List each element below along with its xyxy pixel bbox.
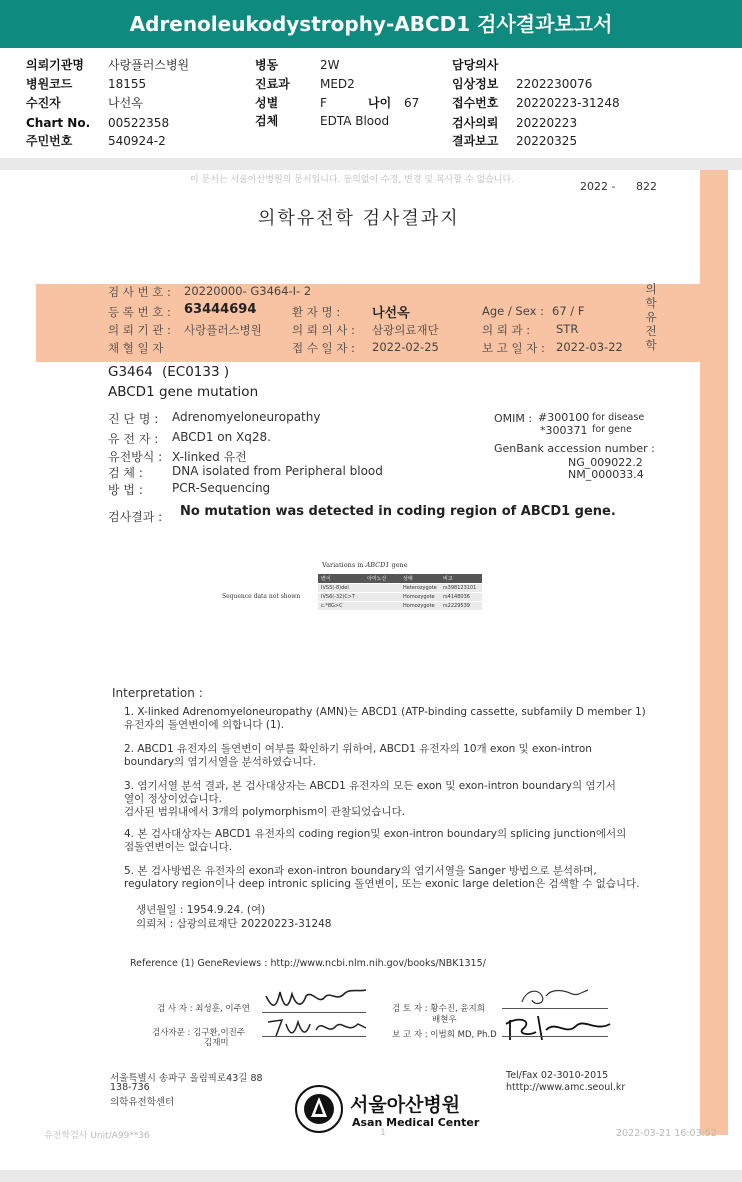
test-name: ABCD1 gene mutation	[108, 384, 259, 400]
table-cell	[364, 593, 400, 602]
examiner-signature	[262, 982, 372, 1016]
age-sex-label: Age / Sex :	[482, 304, 544, 318]
field-label: 진료과	[255, 77, 290, 91]
examiner: 검 사 자 : 최성훈, 이주연	[157, 1004, 250, 1014]
table-cell: IVS5(-8)del	[318, 584, 364, 593]
exam-no-label: 검 사 번 호 :	[108, 285, 171, 299]
field-value: 나선옥	[108, 96, 143, 110]
table-row	[318, 593, 482, 602]
age-sex: 67 / F	[552, 304, 585, 318]
field-value: MED2	[320, 77, 355, 91]
test-code-ec: (EC0133 )	[162, 364, 230, 380]
footer-timestamp: 2022-03-21 16:03:52	[616, 1128, 717, 1139]
reg-no: 63444694	[184, 302, 257, 317]
interpretation-item-1	[124, 706, 646, 732]
address-line-2: 138-736	[110, 1082, 150, 1093]
interp-line: 4. 본 검사대상자는 ABCD1 유전자의 coding region및 exon-intron boundary의 splicing junction에서의	[124, 828, 627, 840]
interpretation-item-3	[124, 780, 616, 819]
interpretation-item-5	[124, 865, 640, 891]
detail-value: X-linked 유전	[172, 450, 247, 464]
interp-line: 3. 염기서열 분석 결과, 본 검사대상자는 ABCD1 유전자의 모든 exon 및 exon-intron boundary의 염기서	[124, 780, 616, 792]
result-text: No mutation was detected in coding region of ABCD1 gene.	[180, 504, 616, 519]
report-date: 2022-03-22	[556, 340, 623, 354]
birth-date: 생년월일 : 1954.9.24. (여)	[136, 904, 266, 916]
field-value: 20220223-31248	[516, 96, 620, 110]
detail-value: PCR-Sequencing	[172, 481, 271, 495]
table-header-row	[318, 574, 482, 584]
copy-notice: 이 문서는 서울아산병원의 문서입니다. 동의없이 수정, 변경 및 복사할 수 없습니다.	[190, 175, 515, 185]
field-label: 담당의사	[452, 58, 499, 72]
document-title: 의학유전학 검사결과지	[258, 208, 460, 229]
variations-title-text: Variations in	[322, 561, 366, 569]
omim-disease: #300100	[538, 411, 590, 424]
column-header: 상태	[400, 574, 440, 584]
field-value: 20220325	[516, 134, 578, 148]
interp-line: 5. 본 검사방법은 유전자의 exon과 exon-intron boundary의 염기서열을 Sanger 방법으로 분석하며,	[124, 865, 597, 877]
field-value: 00522358	[108, 116, 170, 130]
advisor-2: 김재미	[204, 1038, 229, 1048]
field-value: 2W	[320, 58, 340, 72]
page-divider	[0, 158, 742, 170]
peach-side-stripe	[700, 170, 728, 1135]
table-cell: Homozygote	[400, 593, 440, 602]
referrer: 의뢰처 : 삼광의료재단 20220223-31248	[136, 918, 332, 930]
omim-label: OMIM :	[494, 412, 533, 425]
field-value: 18155	[108, 77, 147, 91]
interp-line: regulatory region이나 deep intronic splicing 돌연변이, 또는 exonic large deletion은 검색할 수 없습니다.	[124, 878, 640, 890]
detail-label: 진 단 명 :	[108, 412, 159, 426]
interp-line: 열이 정상이었습니다.	[124, 793, 222, 805]
req-doctor: 삼광의료재단	[372, 323, 439, 337]
column-header: 아미노산	[364, 574, 400, 584]
reviewer-2: 배현우	[432, 1015, 457, 1025]
field-value: EDTA Blood	[320, 114, 390, 128]
detail-value: ABCD1 on Xq28.	[172, 430, 271, 444]
footer-unit: 유전학검사 Unit/A99**36	[44, 1131, 150, 1141]
table-cell: Homozygote	[400, 602, 440, 611]
reg-no-label: 등 록 번 호 :	[108, 305, 171, 319]
reference: Reference (1) GeneReviews : http://www.ncbi.nlm.nih.gov/books/NBK1315/	[130, 958, 486, 969]
table-cell	[364, 602, 400, 611]
field-value: 2202230076	[516, 77, 593, 91]
patient-name: 나선옥	[372, 306, 410, 321]
interpretation-item-2	[124, 743, 592, 769]
detail-label: 유전방식 :	[108, 450, 163, 464]
footer-page: 1	[380, 1128, 386, 1138]
interpretation-item-4	[124, 828, 626, 854]
reviewer-line	[502, 1008, 608, 1009]
variations-title-end: gene	[389, 561, 408, 569]
report-date-label: 보 고 일 자 :	[482, 341, 545, 355]
field-value: 67	[404, 96, 420, 110]
report-title-bar: Adrenoleukodystrophy-ABCD1 검사결과보고서	[0, 0, 742, 48]
interp-line: 검사된 범위내에서 3개의 polymorphism이 관찰되었습니다.	[124, 806, 406, 818]
table-cell	[364, 584, 400, 593]
column-header: 비고	[440, 574, 482, 584]
website: htttp://www.amc.seoul.kr	[506, 1082, 626, 1093]
hospital-name-korean: 서울아산병원	[350, 1094, 461, 1116]
field-value: 사랑플러스병원	[108, 58, 190, 72]
table-cell: IVS6(-32)C>T	[318, 593, 364, 602]
req-dept: STR	[556, 322, 579, 336]
detail-value: DNA isolated from Peripheral blood	[172, 464, 383, 478]
genbank-ng: NG_009022.2	[568, 456, 643, 469]
interp-line: 유전자의 돌연변이에 의합니다 (1).	[124, 719, 285, 731]
tel-fax: Tel/Fax 02-3010-2015	[506, 1070, 609, 1081]
omim-gene: *300371	[540, 424, 588, 437]
advisor: 검사자문 : 김구환,이진주	[152, 1028, 246, 1038]
detail-label: 검 체 :	[108, 466, 143, 480]
interp-line: boundary의 염기서열을 분석하였습니다.	[124, 756, 316, 768]
field-value: F	[320, 96, 327, 110]
genbank-nm: NM_000033.4	[568, 468, 644, 481]
field-label: 임상정보	[452, 77, 499, 91]
receipt-date: 2022-02-25	[372, 340, 439, 354]
institution: 사랑플러스병원	[184, 323, 262, 337]
page-bottom-edge	[0, 1170, 742, 1182]
field-value: 540924-2	[108, 134, 166, 148]
reviewer: 검 토 자 : 황수진, 윤지희	[392, 1004, 485, 1014]
variations-gene: ABCD1	[365, 561, 390, 569]
variations-title	[322, 561, 408, 569]
detail-label: 유 전 자 :	[108, 432, 159, 446]
variations-table	[318, 574, 482, 610]
field-label: 수진자	[26, 96, 61, 110]
sample-date-label: 채 혈 일 자	[108, 341, 164, 355]
table-cell: c.*8G>C	[318, 602, 364, 611]
exam-no: 20220000- G3464-I- 2	[184, 284, 312, 298]
test-code: G3464	[108, 364, 153, 380]
field-label: 검체	[255, 114, 279, 128]
table-row	[318, 584, 482, 593]
interpretation-title: Interpretation :	[112, 686, 203, 700]
doc-number-prefix: 2022 -	[580, 180, 616, 193]
table-cell: rs2229539	[440, 602, 482, 611]
field-label: 병원코드	[26, 77, 73, 91]
institution-label: 의 뢰 기 관 :	[108, 323, 171, 337]
table-row	[318, 602, 482, 611]
field-label: 의뢰기관명	[26, 58, 84, 72]
doc-number: 822	[636, 180, 657, 193]
genbank-label: GenBank accession number :	[494, 442, 655, 455]
hospital-name-english: Asan Medical Center	[352, 1116, 480, 1129]
result-label: 검사결과 :	[108, 510, 163, 524]
interp-line: 점돌연변이는 없습니다.	[124, 841, 233, 853]
address-line-3: 의학유전학센터	[110, 1097, 175, 1108]
field-label: 접수번호	[452, 96, 499, 110]
table-cell: Heterozygote	[400, 584, 440, 593]
table-cell: rs4148036	[440, 593, 482, 602]
reporter: 보 고 자 : 이범희 MD, Ph.D	[392, 1030, 497, 1040]
field-label: 성별	[255, 96, 279, 110]
receipt-date-label: 접 수 일 자 :	[292, 341, 355, 355]
advisor-line	[262, 1036, 366, 1037]
scanned-report	[0, 170, 742, 1182]
detail-label: 방 법 :	[108, 483, 143, 497]
field-label: 나이	[368, 96, 392, 110]
field-value: 20220223	[516, 116, 578, 130]
interp-line: 1. X-linked Adrenomyeloneuropathy (AMN)는 ABCD1 (ATP-binding cassette, subfamily D member 1)	[124, 706, 646, 718]
detail-value: Adrenomyeloneuropathy	[172, 410, 321, 424]
reporter-signature	[502, 1010, 614, 1044]
asan-foundation-logo-icon	[294, 1084, 344, 1134]
omim-disease-note: for disease	[592, 412, 645, 423]
field-label: 결과보고	[452, 134, 499, 148]
interp-line: 2. ABCD1 유전자의 돌연변이 여부를 확인하기 위하여, ABCD1 유전자의 10개 exon 및 exon-intron	[124, 743, 592, 755]
sequence-note: Sequence data not shown	[222, 593, 301, 600]
field-label: 병동	[255, 58, 279, 72]
reporter-line	[502, 1036, 608, 1037]
header-info-panel	[0, 52, 742, 152]
address-line-1: 서울특별시 송파구 올림픽로43길 88	[110, 1073, 263, 1084]
field-label: 주민번호	[26, 134, 73, 148]
patient-label: 환 자 명 :	[292, 305, 341, 319]
req-dept-label: 의 뢰 과 :	[482, 323, 531, 337]
field-label: Chart No.	[26, 116, 91, 130]
column-header: 변이	[318, 574, 364, 584]
omim-gene-note: for gene	[592, 424, 632, 435]
req-doctor-label: 의 뢰 의 사 :	[292, 323, 355, 337]
field-label: 검사의뢰	[452, 116, 499, 130]
vertical-department-label: 의학유전학	[645, 282, 657, 352]
table-cell: rs398123101	[440, 584, 482, 593]
advisor-signature	[262, 1012, 372, 1042]
